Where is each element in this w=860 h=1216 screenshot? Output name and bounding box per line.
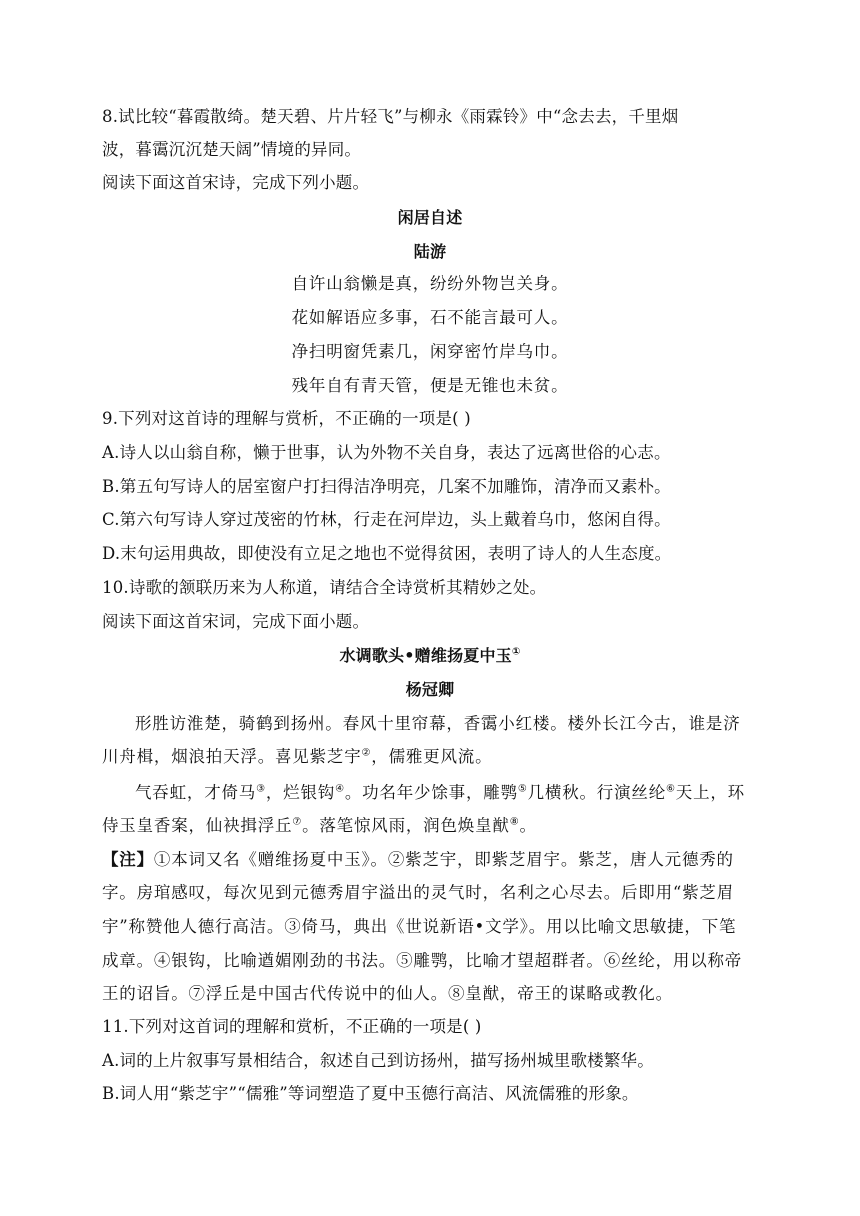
ci-text: 几横秋。行演丝纶: [527, 783, 667, 802]
question-10: 10.诗歌的颔联历来为人称道，请结合全诗赏析其精妙之处。: [102, 578, 547, 597]
ci-text: 。功名年少馀事，雕鹗: [344, 783, 518, 802]
poem-line-1: 自许山翁懒是真，纷纷外物岂关身。: [291, 274, 569, 293]
ci-text: ，儒雅更风流。: [371, 747, 493, 766]
poem-line-2: 花如解语应多事，石不能言最可人。: [291, 308, 569, 327]
ci-stanza-2-line-1: [102, 782, 758, 804]
question-9-option-d: D.末句运用典故，即使没有立足之地也不觉得贫困，表明了诗人的人生态度。: [102, 544, 672, 563]
question-11-option-a: A.词的上片叙事写景相结合，叙述自己到访扬州，描写扬州城里歌楼繁华。: [102, 1051, 654, 1070]
ci-text: 。落笔惊风雨，润色焕皇猷: [302, 816, 510, 835]
note-mark: ④: [335, 783, 345, 795]
ci-stanza-1-line-2: [102, 746, 758, 768]
ci-instruction: 阅读下面这首宋词，完成下面小题。: [102, 612, 370, 631]
note-mark: ⑤: [517, 783, 528, 795]
ci-title-note-mark: ①: [511, 646, 521, 658]
note-line-3: 宇”称赞他人德行高洁。③倚马，典出《世说新语•文学》。用以比喻文思敏捷，下笔: [102, 917, 737, 936]
question-11-stem: 11.下列对这首词的理解和赏析，不正确的一项是( ): [102, 1017, 482, 1036]
note-mark: ⑥: [666, 783, 676, 795]
ci-text: 天上，环: [675, 783, 745, 802]
note-mark: ⑧: [509, 816, 520, 828]
poem-author: 陆游: [413, 242, 447, 261]
ci-title: [0, 645, 860, 667]
note-text: ①本词又名《赠维扬夏中玉》。②紫芝宇，即紫芝眉宇。紫芝，唐人元德秀的: [153, 850, 734, 869]
question-11-option-b: B.词人用“紫芝宇”“儒雅”等词塑造了夏中玉德行高洁、风流儒雅的形象。: [102, 1084, 639, 1103]
question-8-line-2: 波，暮霭沉沉楚天阔”情境的异同。: [102, 140, 362, 159]
ci-text: 川舟楫，烟浪拍天浮。喜见紫芝宇: [102, 747, 362, 766]
poem-line-4: 残年自有青天管，便是无锥也未贫。: [291, 376, 569, 395]
poem-instruction: 阅读下面这首宋诗，完成下列小题。: [102, 173, 370, 192]
note-line-4: 成章。④银钩，比喻遒媚刚劲的书法。⑤雕鹗，比喻才望超群者。⑥丝纶，用以称帝: [102, 951, 743, 970]
ci-text: ，烂银钩: [265, 783, 336, 802]
ci-text: 气吞虹，才倚马: [135, 783, 257, 802]
note-mark: ③: [256, 783, 266, 795]
poem-line-3: 净扫明窗凭素几，闲穿密竹岸乌巾。: [291, 342, 569, 361]
ci-title-text: 水调歌头•赠维扬夏中玉: [339, 646, 512, 665]
note-tag: 【注】: [102, 850, 154, 869]
note-line-5: 王的诏旨。⑦浮丘是中国古代传说中的仙人。⑧皇猷，帝王的谋略或教化。: [102, 984, 673, 1003]
question-9-option-b: B.第五句写诗人的居室窗户打扫得洁净明亮，几案不加雕饰，清净而又素朴。: [102, 477, 671, 496]
note-line-1: [102, 849, 758, 871]
question-8-line-1: 8.试比较“暮霞散绮。楚天碧、片片轻飞”与柳永《雨霖铃》中“念去去，千里烟: [102, 107, 679, 126]
question-9-stem: 9.下列对这首诗的理解与赏析，不正确的一项是( ): [102, 409, 471, 428]
ci-text: 侍玉皇香案，仙袂揖浮丘: [102, 816, 293, 835]
question-9-option-a: A.诗人以山翁自称，懒于世事，认为外物不关自身，表达了远离世俗的心志。: [102, 443, 671, 462]
question-9-option-c: C.第六句写诗人穿过茂密的竹林，行走在河岸边，头上戴着乌巾，悠闲自得。: [102, 510, 671, 529]
note-line-2: 字。房琯感叹，每次见到元德秀眉宇溢出的灵气时，名利之心尽去。后即用“紫芝眉: [102, 883, 735, 902]
ci-author: 杨冠卿: [405, 680, 455, 699]
ci-stanza-2-line-2: [102, 815, 758, 837]
note-mark: ②: [361, 747, 372, 759]
note-mark: ⑦: [292, 816, 303, 828]
ci-stanza-1-line-1: 形胜访淮楚，骑鹤到扬州。春风十里帘幕，香霭小红楼。楼外长江今古，谁是济: [135, 714, 741, 733]
ci-text: 。: [519, 816, 537, 835]
poem-title: 闲居自述: [397, 208, 463, 227]
